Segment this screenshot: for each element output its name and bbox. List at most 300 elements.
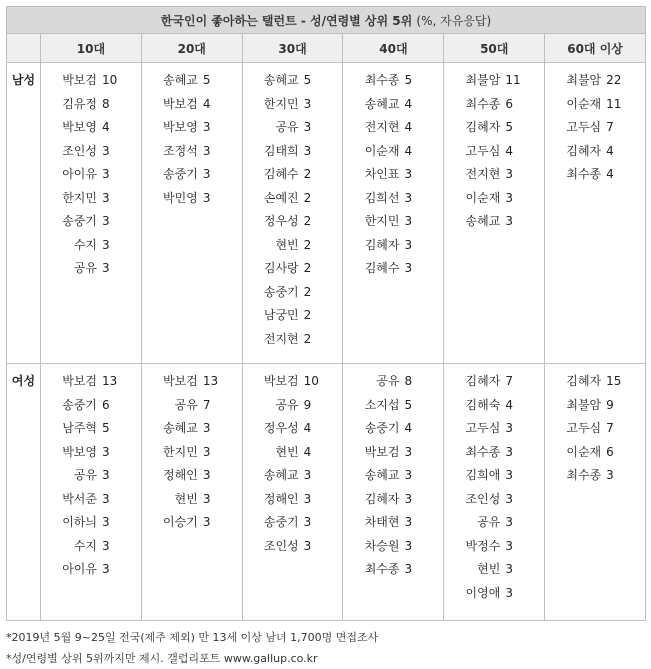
talent-name: 최수종 bbox=[566, 468, 602, 482]
talent-percent: 7 bbox=[202, 397, 211, 412]
talent-percent: 2 bbox=[303, 284, 312, 299]
list-item bbox=[243, 234, 343, 258]
list-item bbox=[243, 257, 343, 281]
age-header: 20대 bbox=[141, 34, 242, 63]
talent-percent: 3 bbox=[404, 214, 413, 228]
talent-name: 고두심 bbox=[566, 421, 602, 435]
talent-name: 송혜교 bbox=[465, 214, 501, 228]
talent-percent: 3 bbox=[404, 261, 413, 275]
talent-name: 박보영 bbox=[163, 120, 198, 134]
list-item bbox=[243, 370, 343, 394]
talent-percent: 5 bbox=[102, 421, 110, 435]
talent-percent: 3 bbox=[404, 468, 413, 482]
list-item bbox=[444, 394, 544, 418]
talent-name: 김혜자 bbox=[364, 491, 400, 506]
list-item bbox=[343, 394, 443, 418]
list-item bbox=[343, 210, 443, 234]
list-item bbox=[444, 582, 544, 606]
talent-percent: 22 bbox=[606, 73, 622, 87]
talent-name: 송중기 bbox=[163, 167, 198, 181]
talent-name: 차태현 bbox=[364, 515, 400, 529]
talent-name: 최수종 bbox=[465, 96, 501, 111]
list-item bbox=[41, 558, 141, 582]
talent-name: 최불암 bbox=[566, 397, 602, 412]
talent-percent: 4 bbox=[404, 96, 413, 111]
talent-percent: 3 bbox=[202, 491, 211, 506]
talent-percent: 2 bbox=[303, 237, 312, 252]
talent-percent: 3 bbox=[102, 261, 110, 275]
talent-name: 한지민 bbox=[263, 96, 299, 111]
talent-name: 박보검 bbox=[263, 374, 299, 388]
talent-percent: 2 bbox=[303, 214, 312, 228]
talent-name: 송혜교 bbox=[163, 421, 198, 435]
list-item bbox=[243, 210, 343, 234]
talent-name: 송혜교 bbox=[263, 73, 299, 87]
list-item bbox=[343, 417, 443, 441]
talent-percent: 10 bbox=[303, 374, 319, 388]
talent-name: 김유정 bbox=[62, 96, 97, 111]
talent-percent: 6 bbox=[102, 397, 110, 412]
talent-name: 이영애 bbox=[465, 585, 501, 600]
talent-name: 최수종 bbox=[364, 562, 400, 576]
list-item bbox=[41, 370, 141, 394]
talent-percent: 3 bbox=[505, 468, 513, 482]
talent-percent: 2 bbox=[303, 261, 312, 275]
list-item bbox=[41, 163, 141, 187]
talent-percent: 4 bbox=[303, 444, 312, 459]
list-item bbox=[142, 187, 242, 211]
talent-name: 전지현 bbox=[465, 167, 501, 181]
talent-name: 최불암 bbox=[465, 73, 501, 87]
talent-percent: 4 bbox=[102, 120, 110, 134]
talent-name: 공유 bbox=[73, 468, 97, 482]
talent-name: 조정석 bbox=[163, 143, 198, 158]
talent-percent: 4 bbox=[202, 96, 211, 111]
talent-name: 이순재 bbox=[566, 96, 602, 111]
talent-name: 이하늬 bbox=[62, 515, 97, 529]
list-item bbox=[243, 511, 343, 535]
list-item bbox=[41, 257, 141, 281]
list-item bbox=[444, 370, 544, 394]
talent-name: 남주혁 bbox=[62, 421, 97, 435]
talent-percent: 3 bbox=[102, 167, 110, 181]
age-header: 30대 bbox=[242, 34, 343, 63]
talent-percent: 3 bbox=[202, 167, 211, 181]
talent-percent: 3 bbox=[505, 562, 513, 576]
talent-name: 정해인 bbox=[263, 491, 299, 506]
talent-percent: 3 bbox=[404, 562, 413, 576]
list-item bbox=[243, 187, 343, 211]
talent-name: 전지현 bbox=[364, 120, 400, 134]
list-item bbox=[343, 93, 443, 117]
talent-percent: 3 bbox=[102, 515, 110, 529]
list-item bbox=[243, 394, 343, 418]
talent-name: 현빈 bbox=[275, 444, 299, 459]
talent-name: 한지민 bbox=[163, 444, 198, 459]
list-item bbox=[142, 488, 242, 512]
list-item bbox=[444, 535, 544, 559]
list-item bbox=[343, 464, 443, 488]
talent-percent: 6 bbox=[606, 444, 614, 459]
talent-name: 김사랑 bbox=[263, 261, 299, 275]
talent-name: 조인성 bbox=[465, 491, 501, 506]
talent-percent: 3 bbox=[505, 585, 513, 600]
talent-name: 김혜자 bbox=[364, 237, 400, 252]
list-item bbox=[142, 93, 242, 117]
list-item bbox=[142, 511, 242, 535]
list-item bbox=[444, 140, 544, 164]
talent-percent: 4 bbox=[404, 120, 413, 134]
talent-name: 박보검 bbox=[62, 374, 97, 388]
talent-percent: 3 bbox=[505, 538, 513, 553]
talent-name: 공유 bbox=[477, 515, 501, 529]
talent-percent: 7 bbox=[606, 421, 614, 435]
talent-name: 송혜교 bbox=[364, 96, 400, 111]
talent-percent: 10 bbox=[102, 73, 118, 87]
talent-name: 현빈 bbox=[174, 491, 198, 506]
talent-percent: 7 bbox=[505, 374, 513, 388]
talent-percent: 3 bbox=[202, 143, 211, 158]
talent-percent: 13 bbox=[202, 374, 219, 388]
list-item bbox=[41, 93, 141, 117]
talent-name: 김혜수 bbox=[364, 261, 400, 275]
talent-percent: 3 bbox=[505, 167, 513, 181]
talent-percent: 4 bbox=[404, 143, 413, 158]
list-item bbox=[41, 187, 141, 211]
talent-percent: 8 bbox=[102, 96, 110, 111]
list-item bbox=[243, 140, 343, 164]
talent-percent: 5 bbox=[202, 73, 211, 87]
talent-name: 송혜교 bbox=[364, 468, 400, 482]
talent-name: 송중기 bbox=[263, 515, 299, 529]
talent-percent: 4 bbox=[505, 143, 513, 158]
male-age-cell bbox=[242, 63, 343, 364]
talent-name: 박정수 bbox=[465, 538, 501, 553]
talent-percent: 3 bbox=[102, 491, 110, 506]
talent-name: 최수종 bbox=[364, 73, 400, 87]
list-item bbox=[545, 93, 645, 117]
list-item bbox=[243, 417, 343, 441]
list-item bbox=[343, 187, 443, 211]
talent-name: 김태희 bbox=[263, 143, 299, 158]
talent-percent: 4 bbox=[606, 167, 614, 181]
talent-name: 박민영 bbox=[163, 190, 198, 205]
female-age-cell bbox=[444, 364, 545, 621]
male-age-cell bbox=[41, 63, 142, 364]
talent-percent: 3 bbox=[303, 468, 312, 482]
list-item bbox=[41, 210, 141, 234]
table-title: 한국인이 좋아하는 탤런트 - 성/연령별 상위 5위 bbox=[160, 13, 413, 28]
list-item bbox=[343, 257, 443, 281]
talent-percent: 13 bbox=[102, 374, 118, 388]
male-row bbox=[7, 63, 646, 364]
list-item bbox=[343, 116, 443, 140]
list-item bbox=[444, 163, 544, 187]
list-item bbox=[41, 116, 141, 140]
talent-percent: 3 bbox=[202, 515, 211, 529]
talent-percent: 4 bbox=[303, 421, 312, 435]
talent-name: 남궁민 bbox=[263, 308, 299, 322]
talent-name: 고두심 bbox=[465, 143, 501, 158]
male-age-cell bbox=[444, 63, 545, 364]
footnotes bbox=[6, 627, 646, 669]
list-item bbox=[444, 116, 544, 140]
talent-percent: 3 bbox=[303, 120, 312, 134]
list-item bbox=[142, 417, 242, 441]
talent-name: 아이유 bbox=[62, 562, 97, 576]
talent-percent: 3 bbox=[102, 468, 110, 482]
talent-percent: 3 bbox=[202, 120, 211, 134]
list-item bbox=[142, 163, 242, 187]
talent-percent: 3 bbox=[102, 562, 110, 576]
talent-name: 송혜교 bbox=[263, 468, 299, 482]
list-item bbox=[444, 441, 544, 465]
talent-name: 공유 bbox=[174, 397, 198, 412]
talent-percent: 2 bbox=[303, 308, 312, 322]
talent-percent: 3 bbox=[404, 237, 413, 252]
talent-percent: 3 bbox=[505, 421, 513, 435]
talent-name: 한지민 bbox=[364, 214, 400, 228]
talent-percent: 3 bbox=[102, 190, 110, 205]
talent-name: 수지 bbox=[73, 538, 97, 553]
list-item bbox=[545, 163, 645, 187]
talent-percent: 3 bbox=[202, 190, 211, 205]
talent-name: 조인성 bbox=[62, 143, 97, 158]
list-item bbox=[142, 441, 242, 465]
female-age-cell bbox=[343, 364, 444, 621]
male-age-cell bbox=[141, 63, 242, 364]
list-item bbox=[343, 234, 443, 258]
talent-name: 손예진 bbox=[263, 190, 299, 205]
talent-percent: 3 bbox=[102, 214, 110, 228]
list-item bbox=[343, 370, 443, 394]
list-item bbox=[444, 187, 544, 211]
talent-name: 이승기 bbox=[163, 515, 198, 529]
list-item bbox=[142, 140, 242, 164]
talent-percent: 8 bbox=[404, 374, 413, 388]
talent-name: 송중기 bbox=[364, 421, 400, 435]
talent-name: 송중기 bbox=[263, 284, 299, 299]
male-age-cell bbox=[545, 63, 646, 364]
list-item bbox=[41, 69, 141, 93]
talent-percent: 2 bbox=[303, 167, 312, 181]
talent-percent: 3 bbox=[303, 96, 312, 111]
talent-name: 김희선 bbox=[364, 190, 400, 205]
talent-name: 이순재 bbox=[364, 143, 400, 158]
list-item bbox=[243, 69, 343, 93]
talent-percent: 6 bbox=[505, 96, 513, 111]
list-item bbox=[41, 394, 141, 418]
talent-name: 조인성 bbox=[263, 538, 299, 553]
talent-name: 박서준 bbox=[62, 491, 97, 506]
talent-name: 공유 bbox=[73, 261, 97, 275]
list-item bbox=[444, 69, 544, 93]
talent-name: 박보검 bbox=[62, 73, 97, 87]
list-item bbox=[243, 328, 343, 352]
talent-name: 공유 bbox=[275, 397, 299, 412]
talent-percent: 3 bbox=[505, 214, 513, 228]
talent-name: 김혜자 bbox=[465, 120, 501, 134]
talent-name: 김해숙 bbox=[465, 397, 501, 412]
talent-name: 고두심 bbox=[465, 421, 501, 435]
talent-percent: 9 bbox=[606, 397, 614, 412]
age-header-row bbox=[7, 34, 646, 63]
talent-percent: 5 bbox=[404, 73, 413, 87]
list-item bbox=[444, 93, 544, 117]
talent-name: 정해인 bbox=[163, 468, 198, 482]
list-item bbox=[41, 535, 141, 559]
talent-name: 소지섭 bbox=[364, 397, 400, 412]
talent-name: 이순재 bbox=[465, 190, 501, 205]
talent-name: 최수종 bbox=[465, 444, 501, 459]
list-item bbox=[243, 535, 343, 559]
talent-percent: 5 bbox=[303, 73, 312, 87]
list-item bbox=[343, 535, 443, 559]
list-item bbox=[343, 441, 443, 465]
age-header: 10대 bbox=[41, 34, 142, 63]
table-title-note: (%, 자유응답) bbox=[416, 13, 492, 28]
talent-percent: 4 bbox=[606, 143, 614, 158]
corner-cell bbox=[7, 34, 41, 63]
list-item bbox=[545, 394, 645, 418]
list-item bbox=[41, 234, 141, 258]
talent-name: 전지현 bbox=[263, 331, 299, 346]
talent-name: 송중기 bbox=[62, 397, 97, 412]
talent-percent: 5 bbox=[404, 397, 413, 412]
list-item bbox=[545, 69, 645, 93]
gender-label-male: 남성 bbox=[7, 63, 41, 364]
list-item bbox=[343, 558, 443, 582]
list-item bbox=[444, 511, 544, 535]
talent-name: 고두심 bbox=[566, 120, 602, 134]
talent-name: 박보영 bbox=[62, 444, 97, 459]
talent-percent: 3 bbox=[505, 515, 513, 529]
list-item bbox=[243, 304, 343, 328]
talent-name: 박보검 bbox=[364, 444, 400, 459]
talent-percent: 3 bbox=[202, 444, 211, 459]
list-item bbox=[243, 441, 343, 465]
talent-name: 박보영 bbox=[62, 120, 97, 134]
talent-percent: 3 bbox=[505, 444, 513, 459]
list-item bbox=[545, 140, 645, 164]
talent-percent: 7 bbox=[606, 120, 614, 134]
talent-percent: 2 bbox=[303, 190, 312, 205]
list-item bbox=[41, 140, 141, 164]
talent-percent: 5 bbox=[505, 120, 513, 134]
list-item bbox=[545, 441, 645, 465]
list-item bbox=[41, 417, 141, 441]
list-item bbox=[142, 116, 242, 140]
talent-name: 수지 bbox=[73, 237, 97, 252]
talent-percent: 3 bbox=[505, 190, 513, 205]
footnote-source: *성/연령별 상위 5위까지만 제시. 갤럽리포트 www.gallup.co.kr bbox=[6, 652, 318, 665]
list-item bbox=[545, 116, 645, 140]
list-item bbox=[343, 488, 443, 512]
list-item bbox=[444, 488, 544, 512]
list-item bbox=[142, 394, 242, 418]
female-age-cell bbox=[41, 364, 142, 621]
talent-percent: 3 bbox=[102, 237, 110, 252]
talent-percent: 3 bbox=[202, 421, 211, 435]
talent-percent: 3 bbox=[303, 538, 312, 553]
list-item bbox=[142, 464, 242, 488]
talent-percent: 3 bbox=[303, 143, 312, 158]
list-item bbox=[243, 163, 343, 187]
talent-percent: 9 bbox=[303, 397, 312, 412]
list-item bbox=[444, 464, 544, 488]
talent-percent: 3 bbox=[202, 468, 211, 482]
talent-name: 정우성 bbox=[263, 421, 299, 435]
talent-name: 공유 bbox=[275, 120, 299, 134]
talent-percent: 3 bbox=[404, 190, 413, 205]
talent-name: 아이유 bbox=[62, 167, 97, 181]
list-item bbox=[41, 488, 141, 512]
talent-percent: 3 bbox=[505, 491, 513, 506]
talent-name: 이순재 bbox=[566, 444, 602, 459]
talent-percent: 3 bbox=[404, 444, 413, 459]
talent-percent: 3 bbox=[606, 468, 614, 482]
talent-name: 박보검 bbox=[163, 374, 198, 388]
list-item bbox=[545, 370, 645, 394]
talent-name: 송중기 bbox=[62, 214, 97, 228]
talent-percent: 3 bbox=[404, 538, 413, 553]
age-header: 40대 bbox=[343, 34, 444, 63]
talent-percent: 3 bbox=[404, 491, 413, 506]
female-age-cell bbox=[141, 364, 242, 621]
talent-percent: 11 bbox=[505, 73, 521, 87]
list-item bbox=[243, 93, 343, 117]
talent-name: 김혜자 bbox=[566, 374, 602, 388]
list-item bbox=[343, 511, 443, 535]
talent-name: 최불암 bbox=[566, 73, 602, 87]
talent-percent: 3 bbox=[404, 515, 413, 529]
female-age-cell bbox=[545, 364, 646, 621]
footnote-survey: *2019년 5월 9~25일 전국(제주 제외) 만 13세 이상 남녀 1,700명 면접조사 bbox=[6, 631, 379, 644]
talent-percent: 3 bbox=[102, 444, 110, 459]
talent-name: 한지민 bbox=[62, 190, 97, 205]
list-item bbox=[243, 488, 343, 512]
talent-name: 현빈 bbox=[477, 562, 501, 576]
talent-name: 정우성 bbox=[263, 214, 299, 228]
list-item bbox=[343, 140, 443, 164]
list-item bbox=[243, 116, 343, 140]
table-title-cell bbox=[7, 7, 646, 34]
list-item bbox=[444, 417, 544, 441]
talent-name: 차인표 bbox=[364, 167, 400, 181]
age-header: 50대 bbox=[444, 34, 545, 63]
list-item bbox=[343, 163, 443, 187]
talent-percent: 11 bbox=[606, 96, 622, 111]
talent-name: 현빈 bbox=[275, 237, 299, 252]
talent-name: 박보검 bbox=[163, 96, 198, 111]
list-item bbox=[142, 69, 242, 93]
list-item bbox=[41, 511, 141, 535]
list-item bbox=[444, 558, 544, 582]
talent-percent: 3 bbox=[102, 538, 110, 553]
talent-name: 김혜수 bbox=[263, 167, 299, 181]
talent-name: 송혜교 bbox=[163, 73, 198, 87]
talent-name: 최수종 bbox=[566, 167, 602, 181]
list-item bbox=[243, 281, 343, 305]
talent-name: 공유 bbox=[376, 374, 400, 388]
list-item bbox=[444, 210, 544, 234]
talent-ranking-document bbox=[6, 6, 646, 669]
title-row bbox=[7, 7, 646, 34]
list-item bbox=[545, 417, 645, 441]
talent-percent: 3 bbox=[303, 491, 312, 506]
male-age-cell bbox=[343, 63, 444, 364]
talent-percent: 3 bbox=[303, 515, 312, 529]
